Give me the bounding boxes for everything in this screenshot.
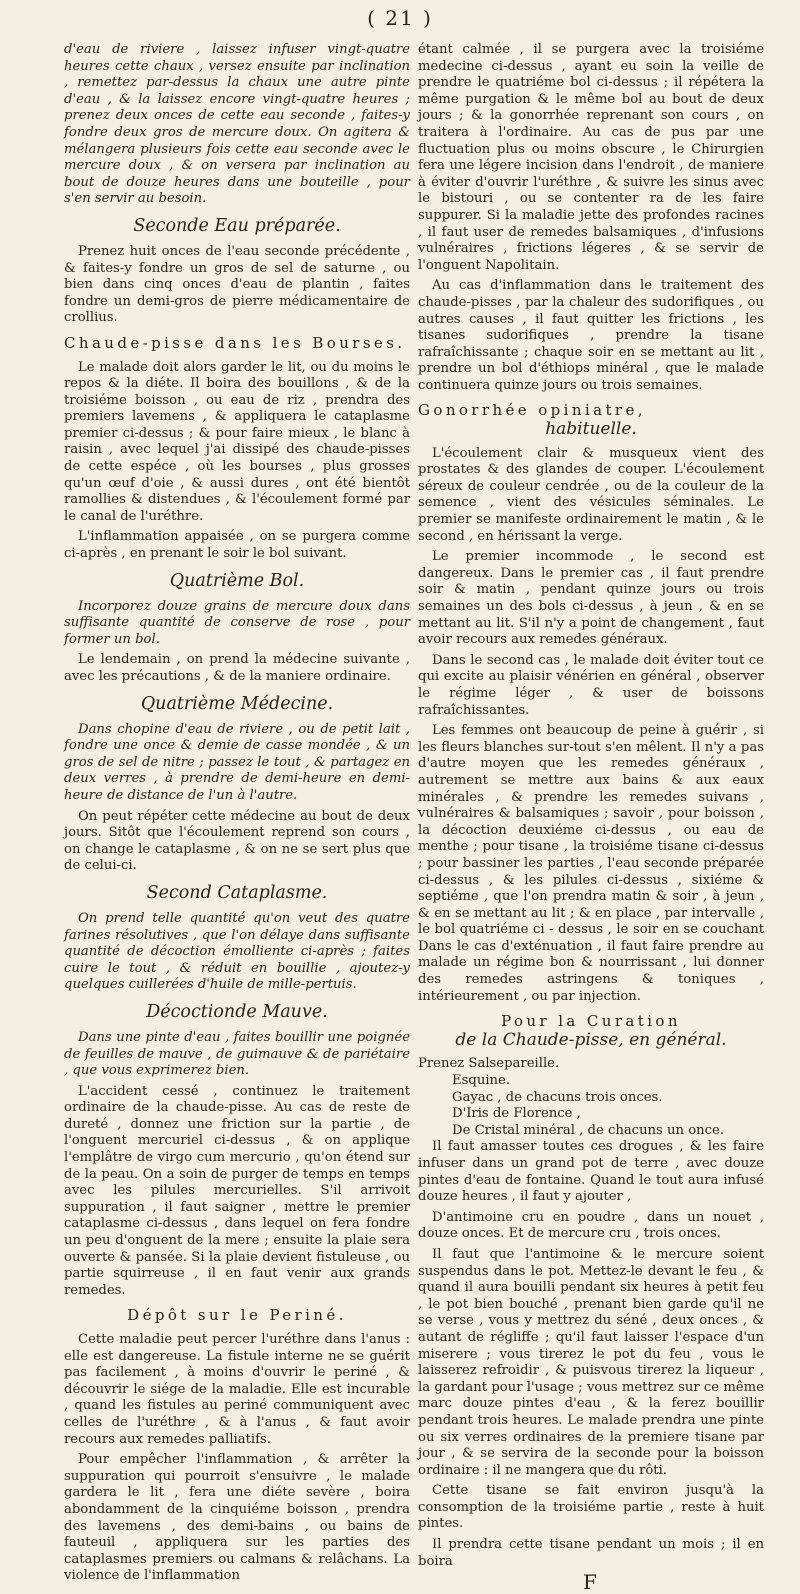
paragraph: Dans le second cas , le malade doit éviter tout ce qui excite au plaisir vénérien en général , observer le régime léger , & user de boissons rafraîchissantes. bbox=[418, 652, 764, 718]
section-subheading: habituelle. bbox=[545, 419, 637, 440]
signature-mark: F bbox=[583, 1570, 599, 1594]
section-heading: Décoctionde Mauve. bbox=[146, 1001, 328, 1022]
paragraph: étant calmée , il se purgera avec la troisiéme medecine ci-dessus , ayant eu soin la veille de prendre le quatriéme bol ci-dessus ; il répétera la même purgation & le même bol au bout de deux jours ; & la gonorrhée reprenant son cours , on traitera à l'ordinaire. Au cas de pus par une fluctuation plus ou moins obscure , le Chirurgien fera une légere incision dans l'endroit , de maniere à éviter d'ouvrir l'uréthre , & suivre les sinus avec le bistouri , ou se contenter ra de les faire suppurer. Si la maladie jette des profondes racines , il faut user de remedes balsamiques , d'infusions vulnéraires , frictions légeres , & se servir de l'onguent Napolitain. bbox=[418, 42, 764, 273]
paragraph: On prend telle quantité qu'on veut des quatre farines résolutives , que l'on délaye dans suffisante quantité de décoction émolliente ci-après ; faites cuire le tout , & réduit en bouillie , ajoutez-y quelques cuillerées d'huile de mille-pertuis. bbox=[64, 910, 410, 993]
section-heading: Quatrième Médecine. bbox=[140, 693, 334, 714]
section-heading: Pour la Curation bbox=[501, 1012, 681, 1031]
ingredient-list bbox=[418, 1056, 764, 1139]
ingredient-item: Gayac , de chacuns trois onces. bbox=[452, 1089, 663, 1105]
ingredient-item: De Cristal minéral , de chacuns un once. bbox=[452, 1122, 725, 1138]
section-heading: Gonorrhée opiniatre, bbox=[418, 401, 646, 420]
page-number: ( 21 ) bbox=[367, 6, 433, 30]
paragraph: Incorporez douze grains de mercure doux dans suffisante quantité de conserve de rose , pour former un bol. bbox=[64, 598, 410, 647]
paragraph: Prenez huit onces de l'eau seconde précédente , & faites-y fondre un gros de sel de saturne , ou bien dans cinq onces d'eau de plantin , faites fondre un demi-gros de pierre médicamentaire de crollius. bbox=[64, 243, 410, 326]
section-subheading: de la Chaude-pisse, en général. bbox=[455, 1029, 727, 1050]
paragraph: Le malade doit alors garder le lit, ou du moins le repos & la diéte. Il boira des bouillons , & de la troisiéme boisson , ou eau de riz , prendra des premiers lavemens , & appliquera le cataplasme premier ci-dessus ; & pour faire mieux , le blanc à raisin , avec lequel j'ai dissipé des chaude-pisses de cette espéce , où les bourses , plus grosses qu'un œuf d'oie , & aussi dures , ont été bientôt ramollies & distendues , & l'écoulement formé par le canal de l'uréthre. bbox=[64, 359, 410, 524]
paragraph: d'eau de riviere , laissez infuser vingt-quatre heures cette chaux , versez ensuite par inclination , remettez par-dessus la chaux une autre pinte d'eau , & la laissez encore vingt-quatre heures ; prenez deux onces de cette eau seconde , faites-y fondre deux gros de mercure doux. On agitera & mélangera plusieurs fois cette eau seconde avec le mercure doux , & on versera par inclination au bout de douze heures dans une bouteille , pour s'en servir au besoin. bbox=[64, 42, 410, 207]
paragraph: L'accident cessé , continuez le traitement ordinaire de la chaude-pisse. Au cas de reste de dureté , donnez une friction sur la partie , de l'onguent mercuriel ci-dessus , & on applique l'emplâtre de virgo cum mercurio , qu'on étend sur de la peau. On a soin de purger de temps en temps avec les pilules mercurielles. S'il arrivoit suppuration , il faut saigner , mettre le premier cataplasme ci-dessus , dans lequel on fera fondre un peu d'onguent de la mere ; ensuite la plaie sera ouverte & pansée. Si la plaie devient fistuleuse , ou partie squirreuse , il en faut venir aux grands remedes. bbox=[64, 1083, 410, 1298]
paragraph: Cette tisane se fait environ jusqu'à la consomption de la troisiéme partie , reste à huit pintes. bbox=[418, 1483, 764, 1532]
section-heading: Chaude-pisse dans les Bourses. bbox=[64, 333, 406, 352]
ingredient-lead: Prenez Salsepareille. bbox=[418, 1056, 560, 1072]
ingredient-item: D'Iris de Florence , bbox=[452, 1106, 581, 1122]
paragraph: Pour empêcher l'inflammation , & arrêter la suppuration qui pourroit s'ensuivre , le malade gardera le lit , fera une diéte sevère , boira abondamment de la cinquiéme boisson , prendra des lavemens , des demi-bains , ou bains de fauteuil , appliquera sur les parties des cataplasmes premiers ou calmans & relâchans. La violence de l'inflammation bbox=[64, 1452, 410, 1584]
left-column bbox=[64, 42, 410, 1589]
section-heading: Seconde Eau préparée. bbox=[133, 215, 341, 236]
paragraph: L'écoulement clair & musqueux vient des prostates & des glandes de couper. L'écoulement séreux de couleur cendrée , ou de la couleur de la semence , vient des vésicules séminales. Le premier se manifeste ordinairement le matin , & le second , en hérissant la verge. bbox=[418, 445, 764, 544]
section-heading: Second Cataplasme. bbox=[146, 882, 328, 903]
paragraph: Dans une pinte d'eau , faites bouillir une poignée de feuilles de mauve , de guimauve & de pariétaire , que vous exprimerez bien. bbox=[64, 1029, 410, 1079]
paragraph: Cette maladie peut percer l'uréthre dans l'anus : elle est dangereuse. La fistule interne ne se guérit pas facilement , à moins d'ouvrir le periné , & découvrir le siége de la maladie. Elle est incurable , quand les fistules au periné communiquent avec celles de l'uréthre , & à l'anus , & faut avoir recours aux remedes palliatifs. bbox=[64, 1332, 410, 1447]
paragraph: Au cas d'inflammation dans le traitement des chaude-pisses , par la chaleur des sudorifiques , ou autres causes , il faut quitter les frictions , les tisanes sudorifiques , prendre la tisane rafraîchissante ; chaque soir en se mettant au lit , prendre un bol d'éthiops minéral , que le malade continuera quinze jours ou trois semaines. bbox=[418, 278, 764, 393]
paragraph: Il faut que l'antimoine & le mercure soient suspendus dans le pot. Mettez-le devant le feu , & quand il aura bouilli pendant six heures à petit feu , le pot bien bouché , prenant bien garde qu'il ne se verse , vous y mettrez du séné , deux onces , & autant de régliffe ; qu'il faut laisser l'espace d'un miserere ; vous tirerez le pot du feu , vous le laisserez refroidir , & puisvous tirerez la liqueur , la gardant pour l'usage ; vous mettrez sur ce même marc douze pintes d'eau , & la ferez bouillir pendant trois heures. Le malade prendra une pinte ou six verres ordinaires de la premiere tisane par jour , & se servira de la seconde pour la boisson ordinaire : il ne mangera que du rôti. bbox=[418, 1246, 764, 1478]
paragraph: Le lendemain , on prend la médecine suivante , avec les précautions , & de la maniere ordinaire. bbox=[64, 652, 410, 684]
paragraph: Les femmes ont beaucoup de peine à guérir , si les fleurs blanches sur-tout s'en mêlent. Il n'y a pas d'autre moyen que les remedes généraux , autrement se mettre aux bains & aux eaux minérales , & prendre les remedes suivans , vulnéraires & balsamiques ; savoir , pour boisson , la décoction deuxiéme ci-dessus , ou eau de menthe ; pour tisane , la troisiéme tisane ci-dessus ; pour bassiner les parties , l'eau seconde préparée ci-dessus , & les pilules ci-dessus , sixiéme & septiéme , que l'on prendra matin & soir , à jeun , & en se mettant au lit ; & en place , par intervalle , le bol quatriéme ci - dessus , le soir en se couchant Dans le cas d'exténuation , il faut faire prendre au malade un régime bon & nourrissant , lui donner des remedes astringens & toniques , intérieurement , ou par injection. bbox=[418, 723, 764, 1004]
paragraph: L'inflammation appaisée , on se purgera comme ci-après , en prenant le soir le bol suivant. bbox=[64, 529, 410, 562]
paragraph: Le premier incommode , le second est dangereux. Dans le premier cas , il faut prendre soir & matin , pendant quinze jours ou trois semaines un des bols ci-dessus , à jeun , & en se mettant au lit. S'il n'y a point de changement , faut avoir recours aux remedes généraux. bbox=[418, 549, 764, 648]
paragraph: Il faut amasser toutes ces drogues , & les faire infuser dans un grand pot de terre , avec douze pintes d'eau de fontaine. Quand le tout aura infusé douze heures , il faut y ajouter , bbox=[418, 1139, 764, 1205]
paragraph: D'antimoine cru en poudre , dans un nouet , douze onces. Et de mercure cru , trois onces. bbox=[418, 1209, 764, 1242]
paragraph: Il prendra cette tisane pendant un mois ; il en boira bbox=[418, 1537, 764, 1569]
ingredient-item: Esquine. bbox=[452, 1073, 511, 1089]
paragraph: On peut répéter cette médecine au bout de deux jours. Sitôt que l'écoulement reprend son cours , on change le cataplasme , & on ne se sert plus que de celui-ci. bbox=[64, 808, 410, 874]
section-heading: Dépôt sur le Periné. bbox=[127, 1306, 347, 1325]
right-column bbox=[418, 42, 764, 1594]
paragraph: Dans chopine d'eau de riviere , ou de petit lait , fondre une once & demie de casse mondée , & un gros de sel de nitre ; passez le tout , & partagez en deux verres , à prendre de demi-heure en demi-heure de distance de l'un à l'autre. bbox=[64, 721, 410, 803]
section-heading: Quatrième Bol. bbox=[169, 570, 305, 591]
